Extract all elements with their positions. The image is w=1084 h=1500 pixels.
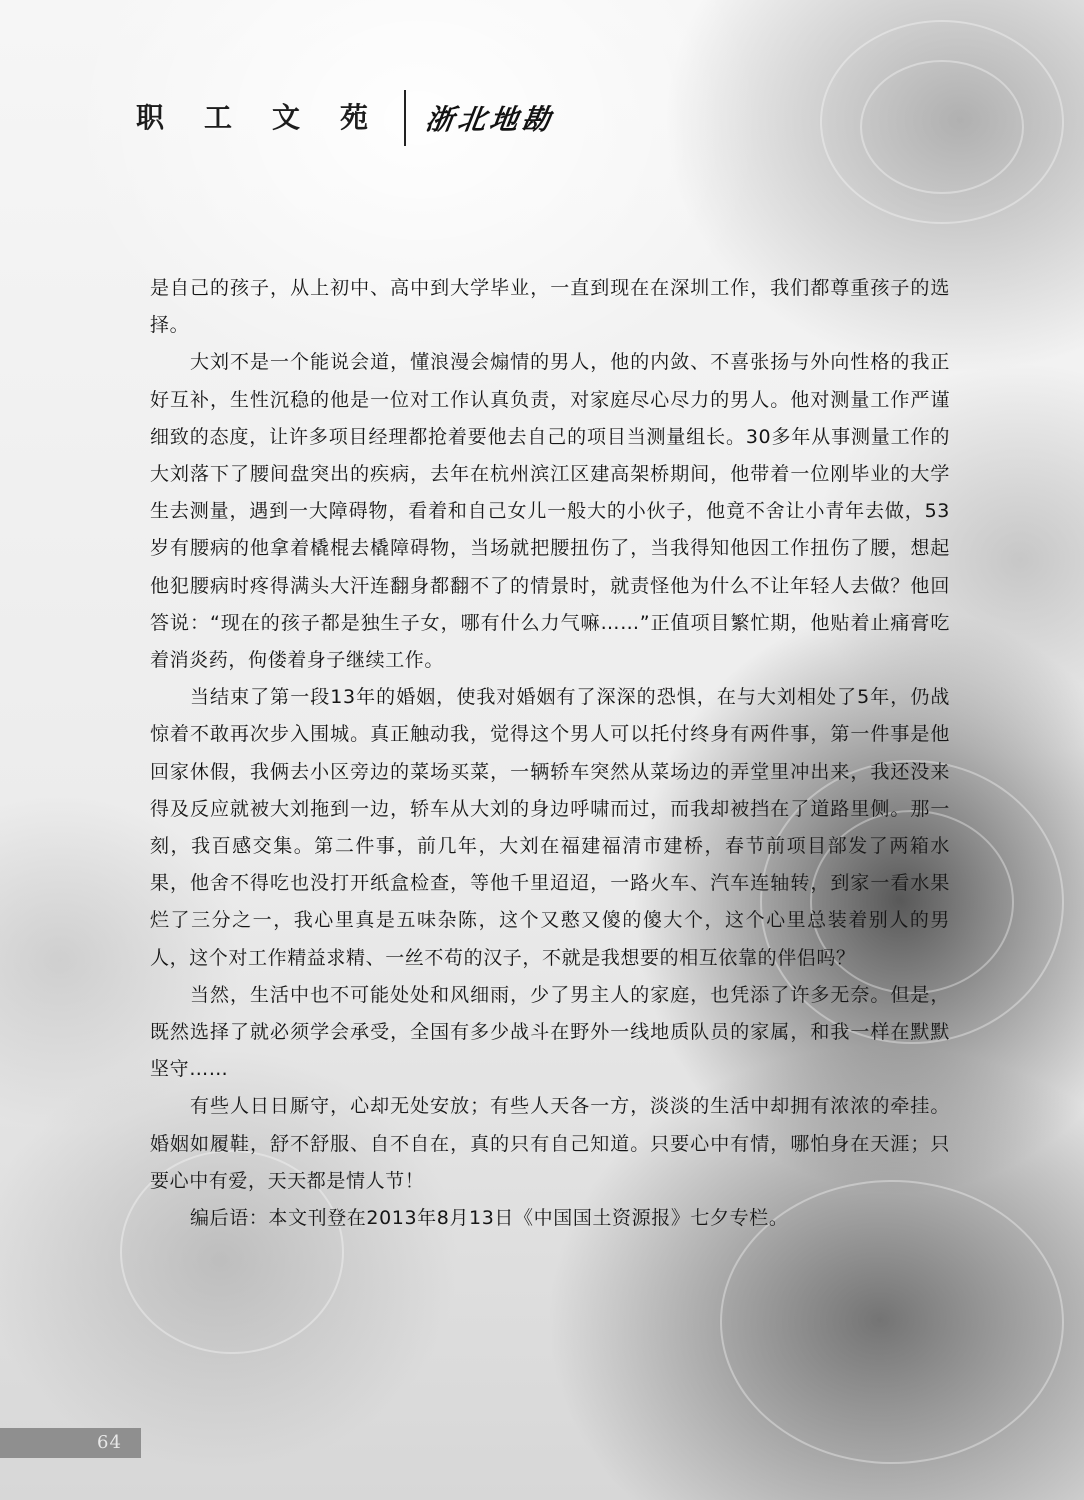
page-number: 64: [97, 1432, 122, 1453]
paragraph: 是自己的孩子，从上初中、高中到大学毕业，一直到现在在深圳工作，我们都尊重孩子的选择。: [150, 277, 950, 337]
background-rose-ring: [860, 60, 1024, 194]
paragraph: 当结束了第一段13年的婚姻，使我对婚姻有了深深的恐惧，在与大刘相处了5年，仍战惊着不敢再次步入围城。真正触动我，觉得这个男人可以托付终身有两件事，第一件事是他回家休假，我俩去小区旁边的菜场买菜，一辆轿车突然从菜场边的弄堂里冲出来，我还没来得及反应就被大刘拖到一边，轿车从大刘的身边呼啸而过，而我却被挡在了道路里侧。那一刻，我百感交集。第二件事，前几年，大刘在福建福清市建桥，春节前项目部发了两箱水果，他舍不得吃也没打开纸盒检查，等他千里迢迢，一路火车、汽车连轴转，到家一看水果烂了三分之一，我心里真是五味杂陈，这个又憨又傻的傻大个，这个心里总装着别人的男人，这个对工作精益求精、一丝不苟的汉子，不就是我想要的相互依靠的伴侣吗？: [150, 686, 950, 969]
header-section-char: 文: [264, 96, 308, 140]
paragraph: 大刘不是一个能说会道，懂浪漫会煽情的男人，他的内敛、不喜张扬与外向性格的我正好互补，生性沉稳的他是一位对工作认真负责，对家庭尽心尽力的男人。他对测量工作严谨细致的态度，让许多项目经理都抢着要他去自己的项目当测量组长。30多年从事测量工作的大刘落下了腰间盘突出的疾病，去年在杭州滨江区建高架桥期间，他带着一位刚毕业的大学生去测量，遇到一大障碍物，看着和自己女儿一般大的小伙子，他竟不舍让小青年去做，53岁有腰病的他拿着橇棍去橇障碍物，当场就把腰扭伤了，当我得知他因工作扭伤了腰，想起他犯腰病时疼得满头大汗连翻身都翻不了的情景时，就责怪他为什么不让年轻人去做？他回答说：“现在的孩子都是独生子女，哪有什么力气嘛……”正值项目繁忙期，他贴着止痛膏吃着消炎药，佝偻着身子继续工作。: [150, 351, 950, 672]
background-rose-ring: [820, 20, 1064, 224]
editor-note: 编后语：本文刊登在2013年8月13日《中国国土资源报》七夕专栏。: [190, 1207, 789, 1230]
header-section-char: 苑: [332, 96, 376, 140]
article-body: [150, 270, 950, 1237]
paragraph: 当然，生活中也不可能处处和风细雨，少了男主人的家庭，也凭添了许多无奈。但是，既然选择了就必须学会承受，全国有多少战斗在野外一线地质队员的家属，和我一样在默默坚守……: [150, 983, 950, 1081]
header-divider: [404, 90, 406, 146]
publication-name: 浙北地勘: [423, 103, 557, 136]
column-header: [128, 88, 557, 148]
header-section-char: 工: [196, 96, 240, 140]
header-section-char: 职: [128, 96, 172, 140]
paragraph: 有些人日日厮守，心却无处安放；有些人天各一方，淡淡的生活中却拥有浓浓的牵挂。 婚姻如履鞋，舒不舒服、自不自在，真的只有自己知道。只要心中有情，哪怕身在天涯；只要心中有爱，天天都是情人节！: [150, 1095, 950, 1192]
